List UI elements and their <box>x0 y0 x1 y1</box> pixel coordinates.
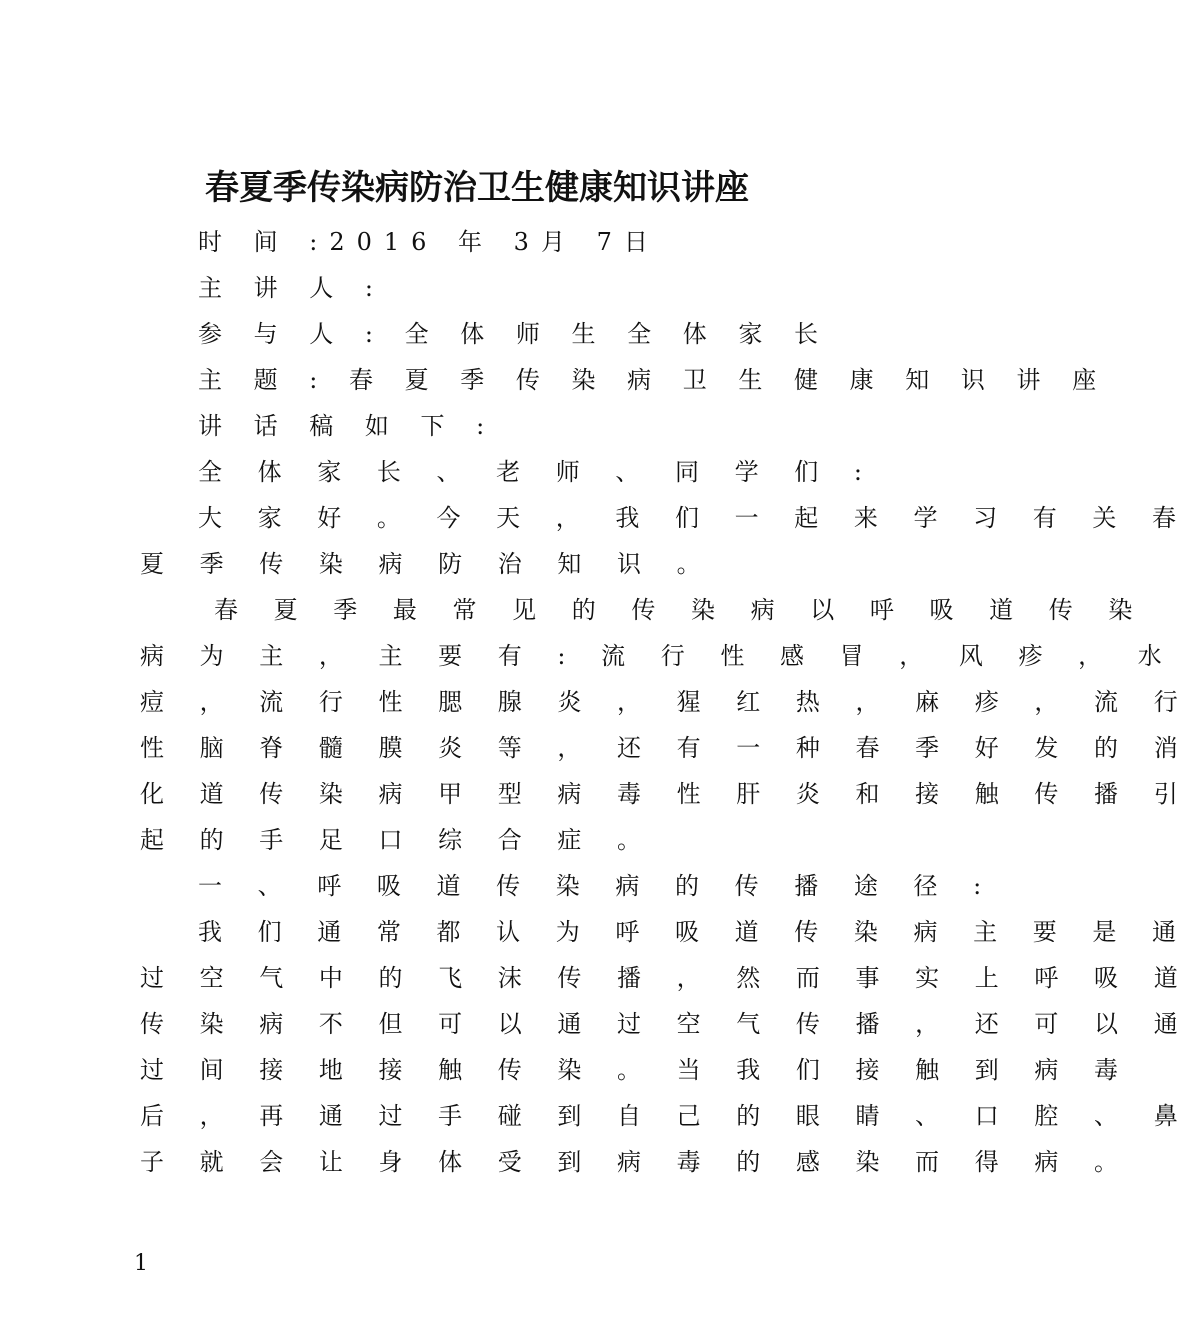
meta-participants: 参 与 人 : 全 体 师 生 全 体 家 长 <box>198 320 831 348</box>
meta-speaker: 主 讲 人 : <box>198 274 385 302</box>
paragraph2-line-1: 春 夏 季 最 常 见 的 传 染 病 以 呼 吸 道 传 染 <box>214 596 1147 624</box>
document-title: 春夏季传染病防治卫生健康知识讲座 <box>205 168 749 208</box>
section1-heading: 一 、 呼 吸 道 传 染 病 的 传 播 途 径 : <box>198 872 996 900</box>
paragraph3-line-1: 我 们 通 常 都 认 为 呼 吸 道 传 染 病 主 要 是 通 <box>198 918 1191 946</box>
paragraph3-line-4: 过 间 接 地 接 触 传 染 。 当 我 们 接 触 到 病 毒 <box>140 1056 1133 1084</box>
greeting-line: 全 体 家 长 、 老 师 、 同 学 们 : <box>198 458 877 486</box>
meta-time: 时 间 :2016 年 3月 7日 <box>198 228 660 256</box>
page-number: 1 <box>134 1251 148 1276</box>
meta-speech-intro: 讲 话 稿 如 下 : <box>198 412 497 440</box>
paragraph2-line-4: 性 脑 脊 髓 膜 炎 等 ， 还 有 一 种 春 季 好 发 的 消 <box>140 734 1192 762</box>
paragraph3-line-2: 过 空 气 中 的 飞 沫 传 播 ， 然 而 事 实 上 呼 吸 道 <box>140 964 1192 992</box>
paragraph2-line-5: 化 道 传 染 病 甲 型 病 毒 性 肝 炎 和 接 触 传 播 引 <box>140 780 1192 808</box>
meta-topic: 主 题 : 春 夏 季 传 染 病 卫 生 健 康 知 识 讲 座 <box>198 366 1109 394</box>
paragraph3-line-3: 传 染 病 不 但 可 以 通 过 空 气 传 播 ， 还 可 以 通 <box>140 1010 1192 1038</box>
paragraph3-line-5: 后 ， 再 通 过 手 碰 到 自 己 的 眼 睛 、 口 腔 、 鼻 <box>140 1102 1192 1130</box>
paragraph3-line-6: 子 就 会 让 身 体 受 到 病 毒 的 感 染 而 得 病 。 <box>140 1148 1133 1176</box>
paragraph1-line-1: 大 家 好 。 今 天 ， 我 们 一 起 来 学 习 有 关 春 <box>198 504 1191 532</box>
paragraph2-line-6: 起 的 手 足 口 综 合 症 。 <box>140 826 656 854</box>
paragraph1-line-2: 夏 季 传 染 病 防 治 知 识 。 <box>140 550 715 578</box>
paragraph2-line-2: 病 为 主 ， 主 要 有 : 流 行 性 感 冒 ， 风 疹 ， 水 <box>140 642 1176 670</box>
paragraph2-line-3: 痘 ， 流 行 性 腮 腺 炎 ， 猩 红 热 ， 麻 疹 ， 流 行 <box>140 688 1192 716</box>
